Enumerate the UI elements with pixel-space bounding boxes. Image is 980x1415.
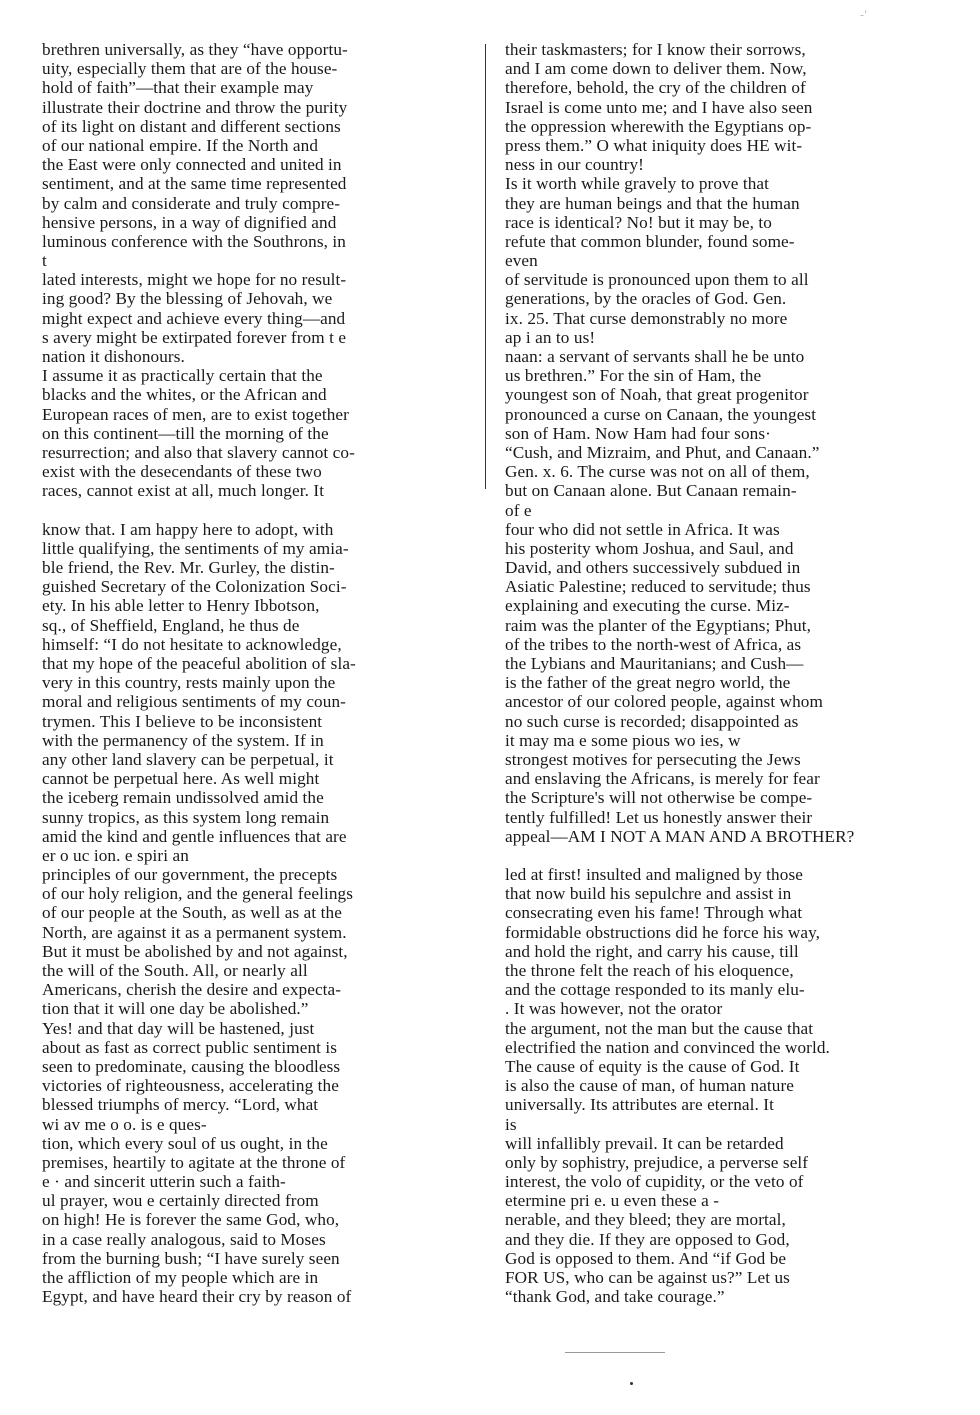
text-line: etermine pri e. u even these a - <box>505 1191 720 1211</box>
text-line: himself: “I do not hesitate to acknowledge, <box>42 634 342 654</box>
text-line: principles of our government, the precepts <box>42 865 338 885</box>
text-line: premises, heartily to agitate at the throne of <box>42 1152 346 1172</box>
text-line: European races of men, are to exist together <box>42 404 349 424</box>
text-line: electrified the nation and convinced the world. <box>505 1037 830 1057</box>
text-line: from the burning bush; “I have surely seen <box>42 1248 340 1268</box>
text-line: Yes! and that day will be hastened, just <box>42 1018 315 1038</box>
text-line: of our national empire. If the North and <box>42 135 319 155</box>
text-line: led at first! insulted and maligned by those <box>505 865 803 885</box>
text-line: guished Secretary of the Colonization Soci- <box>42 577 347 597</box>
text-line: ul prayer, wou e certainly directed from <box>42 1191 319 1211</box>
text-line: nation it dishonours. <box>42 347 185 366</box>
text-line: and enslaving the Africans, is merely for fear <box>505 769 820 789</box>
text-line: on high! He is forever the same God, who, <box>42 1210 340 1230</box>
text-line <box>505 846 937 865</box>
text-line: they are human beings and that the human <box>505 193 800 213</box>
text-line: seen to predominate, causing the bloodless <box>42 1056 341 1076</box>
text-line: lated interests, might we hope for no result- <box>42 270 347 290</box>
text-line: s avery might be extirpated forever from t e <box>42 327 347 347</box>
text-line: illustrate their doctrine and throw the purity <box>42 97 348 117</box>
text-line: Gen. x. 6. The curse was not on all of them, <box>505 462 810 482</box>
text-line: brethren universally, as they “have opportu- <box>42 40 348 59</box>
text-line: formidable obstructions did he force his way, <box>505 922 821 942</box>
text-line: in a case really analogous, said to Moses <box>42 1229 326 1249</box>
text-line: us brethren.” For the sin of Ham, the <box>505 366 762 386</box>
text-line: North, are against it as a permanent system. <box>42 922 347 942</box>
text-line: pronounced a curse on Canaan, the youngest <box>505 404 817 424</box>
text-line: of e <box>505 500 532 520</box>
text-line: amid the kind and gentle influences that are <box>42 826 347 846</box>
text-line: his posterity whom Joshua, and Saul, and <box>505 538 794 558</box>
text-line: . It was however, not the orator <box>505 999 723 1019</box>
text-line: the will of the South. All, or nearly all <box>42 961 308 980</box>
text-line: son of Ham. Now Ham had four sons· <box>505 423 771 443</box>
text-line: that my hope of the peaceful abolition of sla- <box>42 654 356 673</box>
text-line: generations, by the oracles of God. Gen. <box>505 289 787 309</box>
text-line: ety. In his able letter to Henry Ibbotson, <box>42 596 320 616</box>
text-line: tion, which every soul of us ought, in the <box>42 1133 328 1153</box>
text-line: tion that it will one day be abolished.” <box>42 999 309 1019</box>
text-line: Americans, cherish the desire and expecta- <box>42 980 342 1000</box>
left-column <box>42 40 496 1306</box>
text-line: on this continent—till the morning of the <box>42 423 329 443</box>
text-line: sunny tropics, as this system long remain <box>42 807 330 827</box>
text-line: of its light on distant and different sections <box>42 116 341 136</box>
text-line: ble friend, the Rev. Mr. Gurley, the distin- <box>42 558 335 578</box>
text-line: the affliction of my people which are in <box>42 1268 319 1287</box>
text-line: race is identical? No! but it may be, to <box>505 212 772 232</box>
text-line: four who did not settle in Africa. It was <box>505 519 780 539</box>
text-line: e · and sincerit utterin such a faith- <box>42 1172 286 1192</box>
text-line: Asiatic Palestine; reduced to servitude; thus <box>505 577 811 597</box>
text-line: cannot be perpetual here. As well might <box>42 769 320 789</box>
text-line: “Cush, and Mizraim, and Phut, and Canaan.” <box>505 442 820 462</box>
text-line: luminous conference with the Southrons, in <box>42 231 346 251</box>
text-line: will infallibly prevail. It can be retarded <box>505 1133 784 1153</box>
text-line: FOR US, who can be against us?” Let us <box>505 1268 790 1287</box>
text-line: might expect and achieve every thing—and <box>42 308 346 328</box>
text-line: and they die. If they are opposed to God, <box>505 1229 790 1249</box>
text-line: of our people at the South, as well as at the <box>42 903 342 923</box>
text-line: uity, especially them that are of the house- <box>42 59 338 79</box>
text-line: nerable, and they bleed; they are mortal, <box>505 1210 786 1230</box>
text-line: little qualifying, the sentiments of my amia- <box>42 538 349 558</box>
text-line: consecrating even his fame! Through what <box>505 903 803 923</box>
text-line: But it must be abolished by and not against, <box>42 941 348 961</box>
text-line: moral and religious sentiments of my coun- <box>42 692 346 712</box>
text-line: ap i an to us! <box>505 327 596 347</box>
text-line <box>42 501 496 520</box>
text-line: races, cannot exist at all, much longer. It <box>42 481 325 501</box>
text-line: hensive persons, in a way of dignified and <box>42 212 337 232</box>
text-line: about as fast as correct public sentiment is <box>42 1037 338 1057</box>
text-line: interest, the volo of cupidity, or the veto of <box>505 1172 804 1192</box>
text-line: blacks and the whites, or the African and <box>42 385 327 405</box>
text-line: raim was the planter of the Egyptians; Phut, <box>505 615 812 635</box>
text-line: know that. I am happy here to adopt, with <box>42 519 334 539</box>
text-line: sq., of Sheffield, England, he thus de <box>42 615 300 635</box>
text-line: the East were only connected and united in <box>42 155 342 175</box>
text-line: Egypt, and have heard their cry by reason of <box>42 1287 352 1307</box>
text-line: appeal—AM I NOT A MAN AND A BROTHER? <box>505 826 855 846</box>
text-line: their taskmasters; for I know their sorrows, <box>505 40 806 59</box>
text-line: “thank God, and take courage.” <box>505 1287 725 1307</box>
text-line: but on Canaan alone. But Canaan remain- <box>505 481 797 501</box>
text-line: and I am come down to deliver them. Now, <box>505 59 807 79</box>
text-line: ness in our country! <box>505 155 644 175</box>
text-line: I assume it as practically certain that the <box>42 366 323 386</box>
text-line: with the permanency of the system. If in <box>42 730 324 750</box>
text-line: is also the cause of man, of human nature <box>505 1076 795 1096</box>
footer-rule <box>565 1352 665 1353</box>
text-line: youngest son of Noah, that great progenitor <box>505 385 809 405</box>
text-line: universally. Its attributes are eternal. It <box>505 1095 775 1115</box>
text-line: of our holy religion, and the general feelings <box>42 884 354 904</box>
text-line: explaining and executing the curse. Miz- <box>505 596 790 616</box>
text-line: the Scripture's will not otherwise be compe- <box>505 788 813 808</box>
text-line: strongest motives for persecuting the Jews <box>505 749 801 769</box>
text-line: the oppression wherewith the Egyptians op- <box>505 116 812 136</box>
text-line: of the tribes to the north-west of Africa, as <box>505 634 802 654</box>
text-line: ancestor of our colored people, against whom <box>505 692 823 712</box>
text-line: sentiment, and at the same time represented <box>42 174 347 194</box>
text-line: the iceberg remain undissolved amid the <box>42 788 324 808</box>
text-line: tently fulfilled! Let us honestly answer their <box>505 807 813 827</box>
text-line: even <box>505 251 538 271</box>
text-line: resurrection; and also that slavery cannot co- <box>42 442 355 462</box>
column-divider <box>485 44 486 489</box>
text-line: press them.” O what iniquity does HE wit- <box>505 135 803 155</box>
text-line: God is opposed to them. And “if God be <box>505 1248 787 1268</box>
text-line: is <box>505 1114 517 1134</box>
text-line: of servitude is pronounced upon them to all <box>505 270 809 290</box>
text-line: therefore, behold, the cry of the children of <box>505 78 806 98</box>
text-line: that now build his sepulchre and assist in <box>505 884 792 904</box>
text-line: victories of righteousness, accelerating the <box>42 1076 339 1096</box>
text-line: ing good? By the blessing of Jehovah, we <box>42 289 333 309</box>
text-line: the argument, not the man but the cause that <box>505 1018 814 1038</box>
text-line: exist with the desecendants of these two <box>42 462 322 482</box>
text-line: David, and others successively subdued in <box>505 558 801 578</box>
text-line: is the father of the great negro world, the <box>505 673 791 693</box>
text-line: naan: a servant of servants shall he be unto <box>505 347 805 366</box>
text-line: and the cottage responded to its manly elu- <box>505 980 805 1000</box>
text-line: refute that common blunder, found some- <box>505 231 795 251</box>
text-line: t <box>42 251 47 271</box>
text-line: and hold the right, and carry his cause, till <box>505 941 799 961</box>
text-line: ix. 25. That curse demonstrably no more <box>505 308 788 328</box>
text-line: wi av me o o. is e ques- <box>42 1114 207 1134</box>
text-line: any other land slavery can be perpetual, it <box>42 749 334 769</box>
text-line: by calm and considerate and truly compre- <box>42 193 341 213</box>
corner-mark: -' <box>860 8 868 22</box>
text-line: very in this country, rests mainly upon the <box>42 673 336 693</box>
text-line: no such curse is recorded; disappointed as <box>505 711 799 731</box>
text-line: Israel is come unto me; and I have also seen <box>505 97 813 117</box>
right-column <box>505 40 937 1306</box>
text-line: The cause of equity is the cause of God. It <box>505 1056 800 1076</box>
footer-dot <box>630 1382 633 1385</box>
text-line: hold of faith”—that their example may <box>42 78 314 98</box>
text-line: the throne felt the reach of his eloquence, <box>505 961 794 980</box>
text-line: only by sophistry, prejudice, a perverse self <box>505 1152 809 1172</box>
text-line: er o uc ion. e spiri an <box>42 845 189 865</box>
text-line: blessed triumphs of mercy. “Lord, what <box>42 1095 319 1115</box>
text-line: the Lybians and Mauritanians; and Cush— <box>505 654 804 673</box>
text-line: Is it worth while gravely to prove that <box>505 174 770 194</box>
text-line: trymen. This I believe to be inconsistent <box>42 711 323 731</box>
text-line: it may ma e some pious wo ies, w <box>505 730 741 750</box>
